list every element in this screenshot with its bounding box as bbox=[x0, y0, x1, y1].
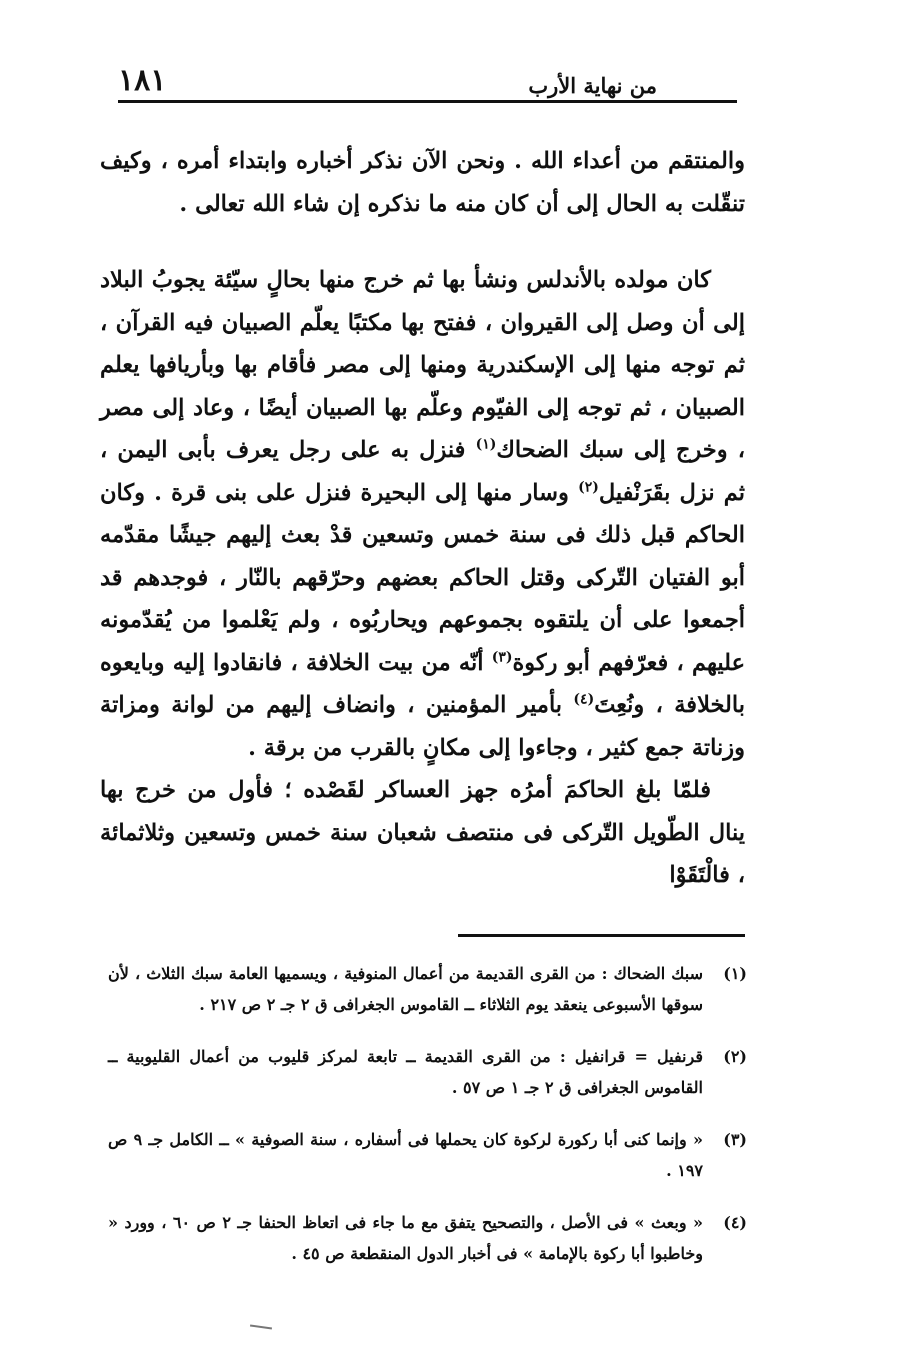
footnote-number: (٢) bbox=[723, 1047, 747, 1066]
footnote-2 bbox=[108, 1041, 747, 1103]
paragraph-2-part-5: بأمير المؤمنين ، وانضاف إليهم من لوانة ومزاتة وزناتة جمع كثير ، وجاءوا إلى مكانٍ بالقرب من برقة . bbox=[100, 692, 745, 761]
header-rule bbox=[118, 100, 737, 103]
paragraph-3: فلمّا بلغ الحاكمَ أمرُه جهز العساكر لقَصْده ؛ فأول من خرج بها ينال الطّويل التّركى فى منتصف شعبان سنة خمس وتسعين وثلاثمائة ، فالْتَقَوْا bbox=[100, 777, 745, 888]
page-number: ١٨١ bbox=[118, 63, 167, 98]
footnote-4 bbox=[108, 1207, 747, 1269]
running-title: من نهاية الأرب bbox=[528, 73, 657, 98]
page-header bbox=[118, 58, 737, 98]
footnote-number: (١) bbox=[723, 964, 747, 983]
scan-mark bbox=[250, 1324, 272, 1329]
paragraph-2 bbox=[100, 259, 745, 769]
footnote-3 bbox=[108, 1124, 747, 1186]
paragraph-2-part-2: فنزل به على رجل يعرف بأبى اليمن ، ثم نزل بقَرَنْفيل bbox=[100, 437, 745, 506]
footnote-ref-3[interactable]: (٣) bbox=[491, 649, 513, 665]
main-text bbox=[100, 140, 745, 897]
footnote-text: قرنفيل = قرانفيل : من القرى القديمة ــ تابعة لمركز قليوب من أعمال القليوبية ــ القاموس الجغرافى ق ٢ جـ ١ ص ٥٧ . bbox=[108, 1047, 703, 1097]
paragraph-2-part-1: كان مولده بالأندلس ونشأ بها ثم خرج منها بحالٍ سيّئة يجوبُ البلاد إلى أن وصل إلى القيروان ، ففتح بها مكتبًا يعلّم الصبيان فيه القرآن ، ثم توجه منها إلى الإسكندرية ومنها إلى مصر فأقام بها وبأريافها يعلم الصبيان ، ثم توجه إلى الفيّوم وعلّم بها الصبيان أيضًا ، وعاد إلى مصر ، وخرج إلى سبك الضحاك bbox=[100, 267, 745, 463]
paragraph-1: والمنتقم من أعداء الله . ونحن الآن نذكر أخباره وابتداء أمره ، وكيف تنقّلت به الحال إلى أن كان منه ما نذكره إن شاء الله تعالى . bbox=[100, 148, 745, 217]
footnote-text: سبك الضحاك : من القرى القديمة من أعمال المنوفية ، ويسميها العامة سبك الثلاث ، لأن سوقها الأسبوعى ينعقد يوم الثلاثاء ــ القاموس الجغرافى ق ٢ جـ ٢ ص ٢١٧ . bbox=[108, 964, 703, 1014]
footnotes bbox=[108, 958, 747, 1290]
footnote-number: (٣) bbox=[723, 1130, 747, 1149]
footnote-ref-1[interactable]: (١) bbox=[475, 436, 497, 453]
footnote-ref-4[interactable]: (٤) bbox=[573, 691, 595, 708]
footnote-ref-2[interactable]: (٢) bbox=[578, 479, 599, 495]
footnote-text: « وبعث » فى الأصل ، والتصحيح يتفق مع ما جاء فى اتعاظ الحنفا جـ ٢ ص ٦٠ ، وورد « وخاطبوا أبا ركوة بالإمامة » فى أخبار الدول المنقطعة ص ٤٥ . bbox=[108, 1213, 704, 1263]
footnote-text: « وإنما كنى أبا ركورة لركوة كان يحملها فى أسفاره ، سنة الصوفية » ــ الكامل جـ ٩ ص ١٩٧ . bbox=[108, 1130, 703, 1180]
paragraph-2-part-3: وسار منها إلى البحيرة فنزل على بنى قرة . وكان الحاكم قبل ذلك فى سنة خمس وتسعين قدْ بعث إليهم جيشًا مقدّمه أبو الفتيان التّركى وقتل الحاكم بعضهم وحرّقهم بالنّار ، فوجدهم قد أجمعوا على أن يلتقوه بجموعهم ويحاربُوه ، ولم يَعْلموا من يُقدّمونه عليهم ، فعرّفهم أبو ركوة bbox=[100, 479, 746, 676]
footnote-number: (٤) bbox=[723, 1213, 747, 1232]
footnote-rule bbox=[458, 934, 745, 937]
paragraph-2-part-4: أنّه من بيت الخلافة ، فانقادوا إليه وبايعوه بالخلافة ، ونُعِتَ bbox=[100, 649, 745, 718]
footnote-1 bbox=[108, 958, 747, 1020]
